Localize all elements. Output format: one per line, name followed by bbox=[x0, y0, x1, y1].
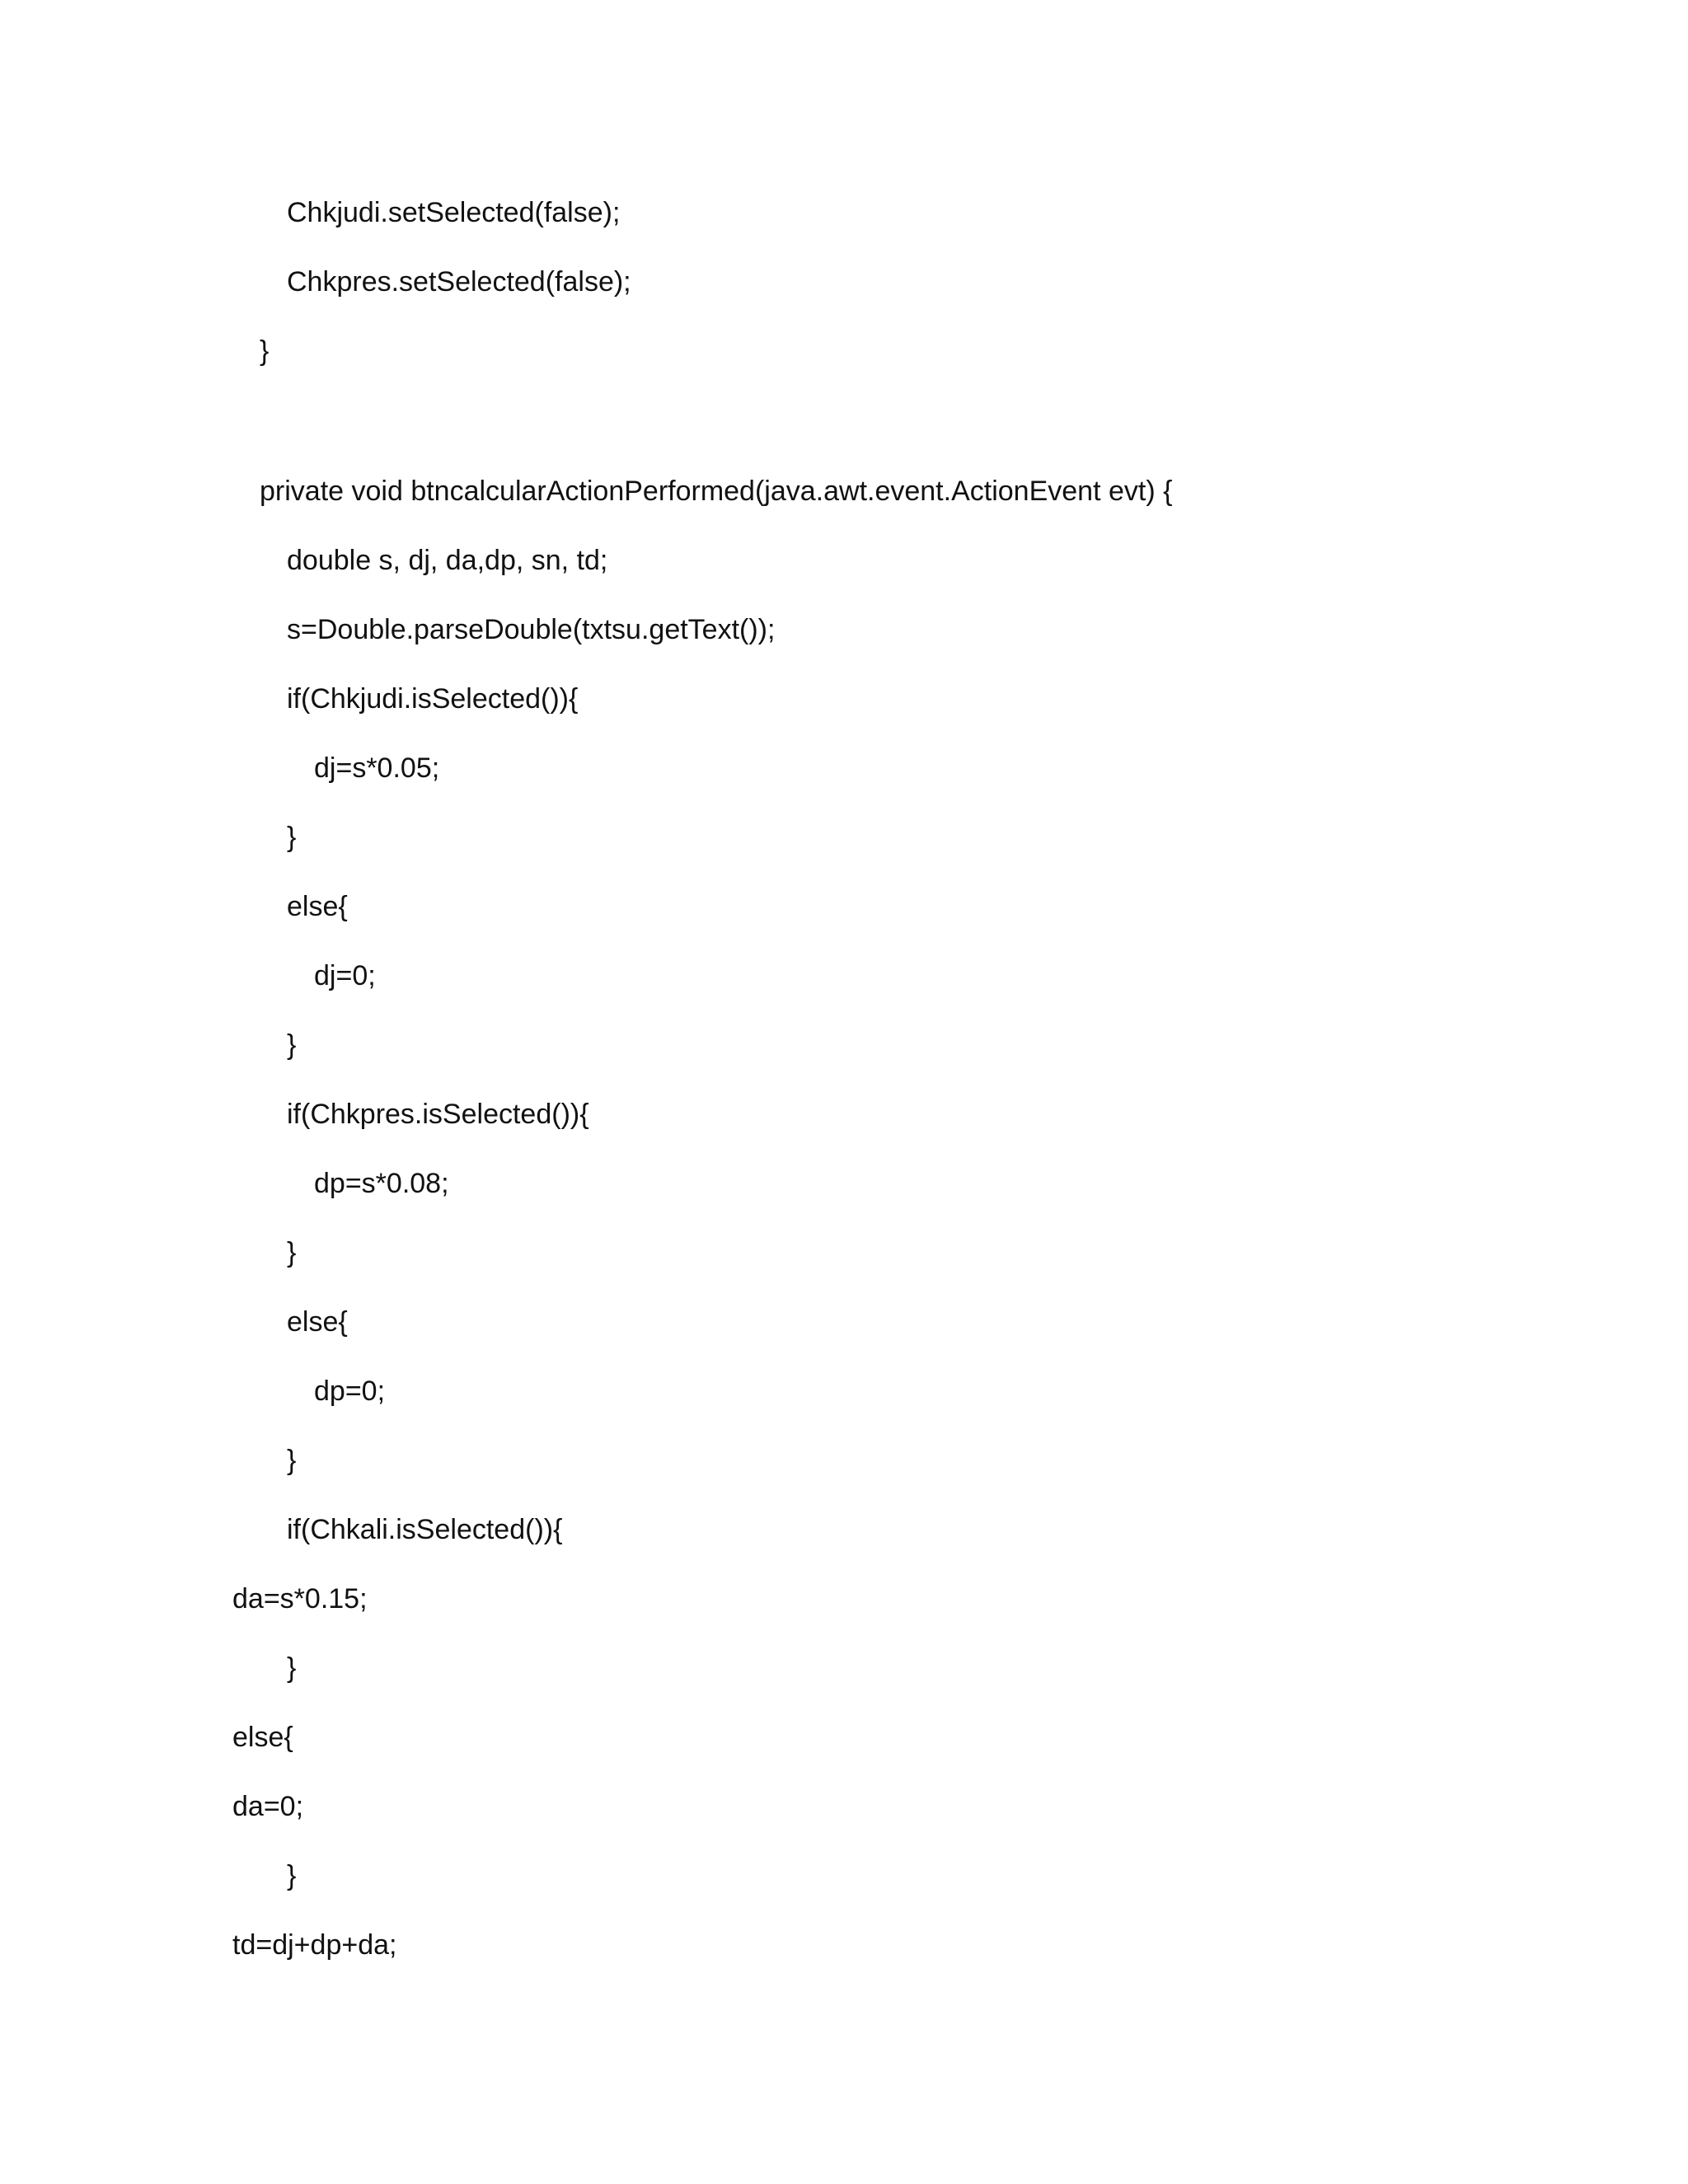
code-line: da=0; bbox=[232, 1791, 304, 1822]
code-line: dj=0; bbox=[314, 960, 376, 991]
code-line: s=Double.parseDouble(txtsu.getText()); bbox=[287, 614, 776, 645]
code-line: if(Chkpres.isSelected()){ bbox=[287, 1099, 589, 1130]
code-line: } bbox=[287, 1237, 297, 1268]
code-line: } bbox=[287, 1652, 297, 1684]
code-line: dj=s*0.05; bbox=[314, 752, 440, 784]
code-line: } bbox=[287, 822, 297, 853]
code-line: da=s*0.15; bbox=[232, 1583, 368, 1615]
code-line: else{ bbox=[287, 891, 348, 922]
code-line: } bbox=[287, 1029, 297, 1061]
code-line: td=dj+dp+da; bbox=[232, 1929, 397, 1961]
code-line: else{ bbox=[232, 1722, 293, 1753]
code-line: } bbox=[260, 335, 270, 367]
code-line: double s, dj, da,dp, sn, td; bbox=[287, 545, 608, 576]
code-line: dp=s*0.08; bbox=[314, 1168, 449, 1199]
code-line: else{ bbox=[287, 1306, 348, 1338]
code-line: dp=0; bbox=[314, 1376, 386, 1407]
code-line: Chkpres.setSelected(false); bbox=[287, 266, 631, 298]
code-line: Chkjudi.setSelected(false); bbox=[287, 197, 621, 228]
code-line: } bbox=[287, 1445, 297, 1476]
method-signature: private void btncalcularActionPerformed(java.awt.event.ActionEvent evt) { bbox=[260, 476, 1173, 507]
code-line: } bbox=[287, 1860, 297, 1891]
code-line: if(Chkali.isSelected()){ bbox=[287, 1514, 563, 1545]
code-line: if(Chkjudi.isSelected()){ bbox=[287, 683, 579, 715]
